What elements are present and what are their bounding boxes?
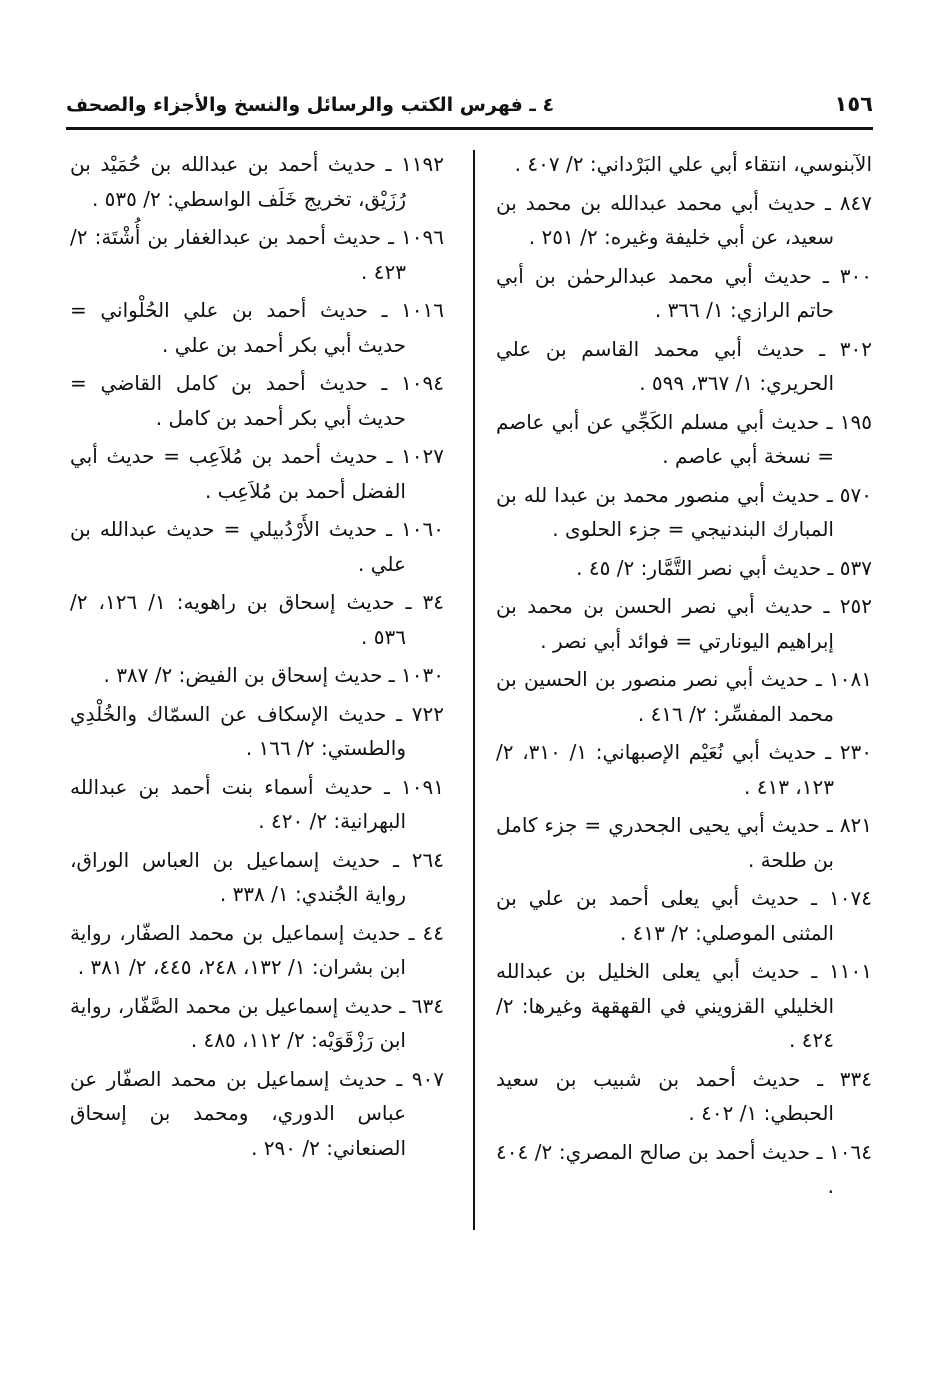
index-entry: ١٠٨١ ـ حديث أبي نصر منصور بن الحسين بن محمد المفسِّر: ٢/ ٤١٦ .: [496, 667, 872, 726]
index-entry: ٩٠٧ ـ حديث إسماعيل بن محمد الصفّار عن عباس الدوري، ومحمد بن إسحاق الصنعاني: ٢/ ٢٩٠ .: [70, 1066, 444, 1160]
index-entry: ٣٤ ـ حديث إسحاق بن راهويه: ١/ ١٢٦، ٢/ ٥٣٦ .: [70, 590, 444, 649]
index-entry: ١٠٦٠ ـ حديث الأَرْدُبيلي = حديث عبدالله بن علي .: [70, 517, 444, 576]
index-column-left: [70, 147, 444, 1169]
index-entry: ١٠٩٤ ـ حديث أحمد بن كامل القاضي = حديث أبي بكر أحمد بن كامل .: [70, 371, 444, 430]
index-entry: ١١٠١ ـ حديث أبي يعلى الخليل بن عبدالله الخليلي القزويني في القهقهة وغيرها: ٢/ ٤٢٤ .: [496, 959, 872, 1052]
index-entry: ٣٠٢ ـ حديث أبي محمد القاسم بن علي الحريري: ١/ ٣٦٧، ٥٩٩ .: [496, 336, 872, 395]
index-entry: ١٩٥ ـ حديث أبي مسلم الكَجِّي عن أبي عاصم = نسخة أبي عاصم .: [496, 409, 872, 468]
index-entry: ٤٤ ـ حديث إسماعيل بن محمد الصفّار، رواية ابن بشران: ١/ ١٣٢، ٢٤٨، ٤٤٥، ٢/ ٣٨١ .: [70, 920, 444, 979]
index-entry: ٨٢١ ـ حديث أبي يحيى الجحدري = جزء كامل بن طلحة .: [496, 813, 872, 872]
index-entry: ٢٦٤ ـ حديث إسماعيل بن العباس الوراق، رواية الجُندي: ١/ ٣٣٨ .: [70, 847, 444, 906]
index-entry: ٥٣٧ ـ حديث أبي نصر التَّمَّار: ٢/ ٤٥ .: [576, 555, 872, 580]
index-entry: ١٠٩٦ ـ حديث أحمد بن عبدالغفار بن أُشْتَة: ٢/ ٤٢٣ .: [70, 225, 444, 284]
index-entry: الآبنوسي، انتقاء أبي علي البَرْداني: ٢/ ٤٠٧ .: [514, 152, 872, 176]
index-entry: ١١٩٢ ـ حديث أحمد بن عبدالله بن حُمَيْد بن رُزَيْق، تخريج خَلَف الواسطي: ٢/ ٥٣٥ .: [70, 152, 444, 211]
index-entry: ٥٧٠ ـ حديث أبي منصور محمد بن عبدا لله بن المبارك البندنيجي = جزء الحلوى .: [496, 482, 872, 541]
index-entry: ٣٠٠ ـ حديث أبي محمد عبدالرحمٰن بن أبي حاتم الرازي: ١/ ٣٦٦ .: [496, 263, 872, 322]
header-rule: [66, 127, 873, 130]
index-entry: ٢٣٠ ـ حديث أبي نُعَيْم الإصبهاني: ١/ ٣١٠، ٢/ ١٢٣، ٤١٣ .: [496, 740, 872, 799]
running-title: ٤ ـ فهرس الكتب والرسائل والنسخ والأجزاء والصحف: [66, 94, 555, 116]
index-entry: ١٠٢٧ ـ حديث أحمد بن مُلاَعِب = حديث أبي الفضل أحمد بن مُلاَعِب .: [70, 444, 444, 503]
index-column-right: [496, 147, 872, 1208]
page-number: ١٥٦: [834, 92, 873, 116]
index-entry: ٣٣٤ ـ حديث أحمد بن شبيب بن سعيد الحبطي: ١/ ٤٠٢ .: [496, 1066, 872, 1125]
page-header: [66, 90, 873, 118]
index-entry: ٧٢٢ ـ حديث الإسكاف عن السمّاك والخُلْدِي والطستي: ٢/ ١٦٦ .: [70, 701, 444, 760]
index-entry: ١٠٩١ ـ حديث أسماء بنت أحمد بن عبدالله البهرانية: ٢/ ٤٢٠ .: [70, 774, 444, 833]
column-divider: [473, 150, 475, 1230]
index-entry: ١٠٣٠ ـ حديث إسحاق بن الفيض: ٢/ ٣٨٧ .: [103, 663, 444, 687]
index-entry: ١٠١٦ ـ حديث أحمد بن علي الحُلْواني = حديث أبي بكر أحمد بن علي .: [70, 298, 444, 357]
index-entry: ٦٣٤ ـ حديث إسماعيل بن محمد الصَّفّار، رواية ابن رَزْقَوَيْه: ٢/ ١١٢، ٤٨٥ .: [70, 993, 444, 1052]
index-entry: ٢٥٢ ـ حديث أبي نصر الحسن بن محمد بن إبراهيم اليونارتي = فوائد أبي نصر .: [496, 594, 872, 653]
index-entry: ١٠٦٤ ـ حديث أحمد بن صالح المصري: ٢/ ٤٠٤ .: [496, 1139, 872, 1198]
index-entry: ١٠٧٤ ـ حديث أبي يعلى أحمد بن علي بن المثنى الموصلي: ٢/ ٤١٣ .: [496, 886, 872, 945]
index-entry: ٨٤٧ ـ حديث أبي محمد عبدالله بن محمد بن سعيد، عن أبي خليفة وغيره: ٢/ ٢٥١ .: [496, 190, 872, 249]
